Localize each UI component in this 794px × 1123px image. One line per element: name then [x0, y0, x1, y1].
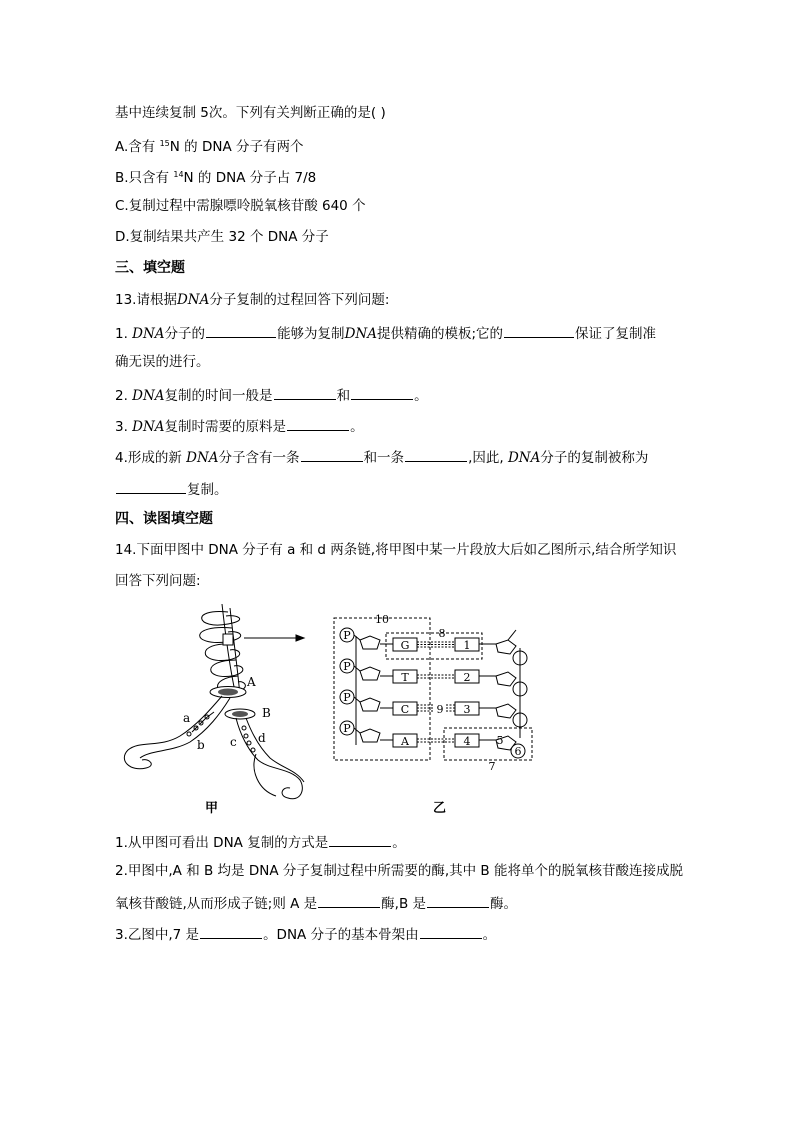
figure-jia — [124, 604, 304, 799]
phosphate-1: P — [343, 629, 351, 642]
blank-4-1[interactable] — [301, 447, 363, 462]
q13-line2: 2. DNA复制的时间一般是 和 。 — [115, 385, 428, 405]
q14-stem-line1: 14.下面甲图中 DNA 分子有 a 和 d 两条链,将甲图中某一片段放大后如乙图所示,结合所学知识 — [115, 542, 677, 558]
label-c: c — [230, 735, 237, 749]
phosphate-3: P — [343, 691, 351, 704]
num-10: 10 — [375, 613, 389, 626]
num-8: 8 — [438, 627, 446, 640]
blank-14-3a[interactable] — [200, 924, 262, 939]
num-7: 7 — [488, 760, 496, 773]
blank-14-2a[interactable] — [318, 893, 380, 908]
q13-line4-cont: 复制。 — [115, 479, 228, 499]
blank-14-3b[interactable] — [420, 924, 482, 939]
blank-4-2[interactable] — [405, 447, 467, 462]
blank-1-2[interactable] — [504, 323, 574, 338]
base-left-3: C — [400, 703, 410, 716]
base-left-4: A — [401, 735, 409, 748]
blank-4-3[interactable] — [116, 479, 186, 494]
blank-1-1[interactable] — [206, 323, 276, 338]
label-A: A — [247, 675, 256, 689]
label-b: b — [197, 738, 205, 752]
caption-yi: 乙 — [433, 801, 447, 816]
label-a: a — [183, 711, 191, 725]
q12-option-d: D.复制结果共产生 32 个 DNA 分子 — [115, 229, 329, 245]
phosphate-4: P — [343, 722, 351, 735]
q12-option-c: C.复制过程中需腺嘌呤脱氧核苷酸 640 个 — [115, 198, 366, 214]
q14-sub3: 3.乙图中,7 是 。DNA 分子的基本骨架由 。 — [115, 924, 496, 944]
q13-line1: 1. DNA分子的 能够为复制DNA提供精确的模板;它的 保证了复制准 — [115, 323, 656, 343]
blank-3-1[interactable] — [287, 416, 349, 431]
q13-line1-cont: 确无误的进行。 — [115, 354, 210, 370]
label-B: B — [262, 706, 271, 720]
base-right-2: 2 — [463, 671, 471, 684]
q12-stem-tail: 基中连续复制 5次。下列有关判断正确的是( ) — [115, 105, 386, 121]
section4-heading: 四、读图填空题 — [115, 511, 213, 527]
q13-line4: 4.形成的新 DNA分子含有一条 和一条 ,因此, DNA分子的复制被称为 — [115, 447, 648, 467]
q14-sub1: 1.从甲图可看出 DNA 复制的方式是 。 — [115, 832, 406, 852]
caption-jia: 甲 — [205, 801, 219, 816]
base-left-2: T — [401, 671, 409, 684]
blank-14-2b[interactable] — [427, 893, 489, 908]
base-right-4: 4 — [463, 735, 471, 748]
blank-2-1[interactable] — [274, 385, 336, 400]
num-6: 6 — [514, 745, 522, 758]
q13-stem: 13.请根据DNA分子复制的过程回答下列问题: — [115, 292, 390, 308]
base-right-1: 1 — [463, 639, 471, 652]
q14-sub2-line2: 氧核苷酸链,从而形成子链;则 A 是 酶,B 是 酶。 — [115, 893, 517, 913]
num-5: 5 — [496, 734, 504, 747]
dna-figures — [0, 600, 794, 830]
base-left-1: G — [400, 639, 410, 652]
section3-heading: 三、填空题 — [115, 260, 185, 276]
phosphate-2: P — [343, 660, 351, 673]
num-9: 9 — [436, 703, 444, 716]
q12-option-b: B.只含有 $^{14}$N 的 DNA 分子占 7/8 — [115, 170, 317, 186]
label-d: d — [258, 731, 266, 745]
figure-yi-labels — [343, 613, 521, 773]
q14-sub2-line1: 2.甲图中,A 和 B 均是 DNA 分子复制过程中所需要的酶,其中 B 能将单个的脱氧核苷酸连接成脱 — [115, 863, 683, 879]
blank-2-2[interactable] — [351, 385, 413, 400]
q13-line3: 3. DNA复制时需要的原料是 。 — [115, 416, 364, 436]
q12-option-a: A.含有 $^{15}$N 的 DNA 分子有两个 — [115, 139, 304, 155]
q14-stem-line2: 回答下列问题: — [115, 573, 201, 589]
base-right-3: 3 — [463, 703, 471, 716]
blank-14-1[interactable] — [329, 832, 391, 847]
